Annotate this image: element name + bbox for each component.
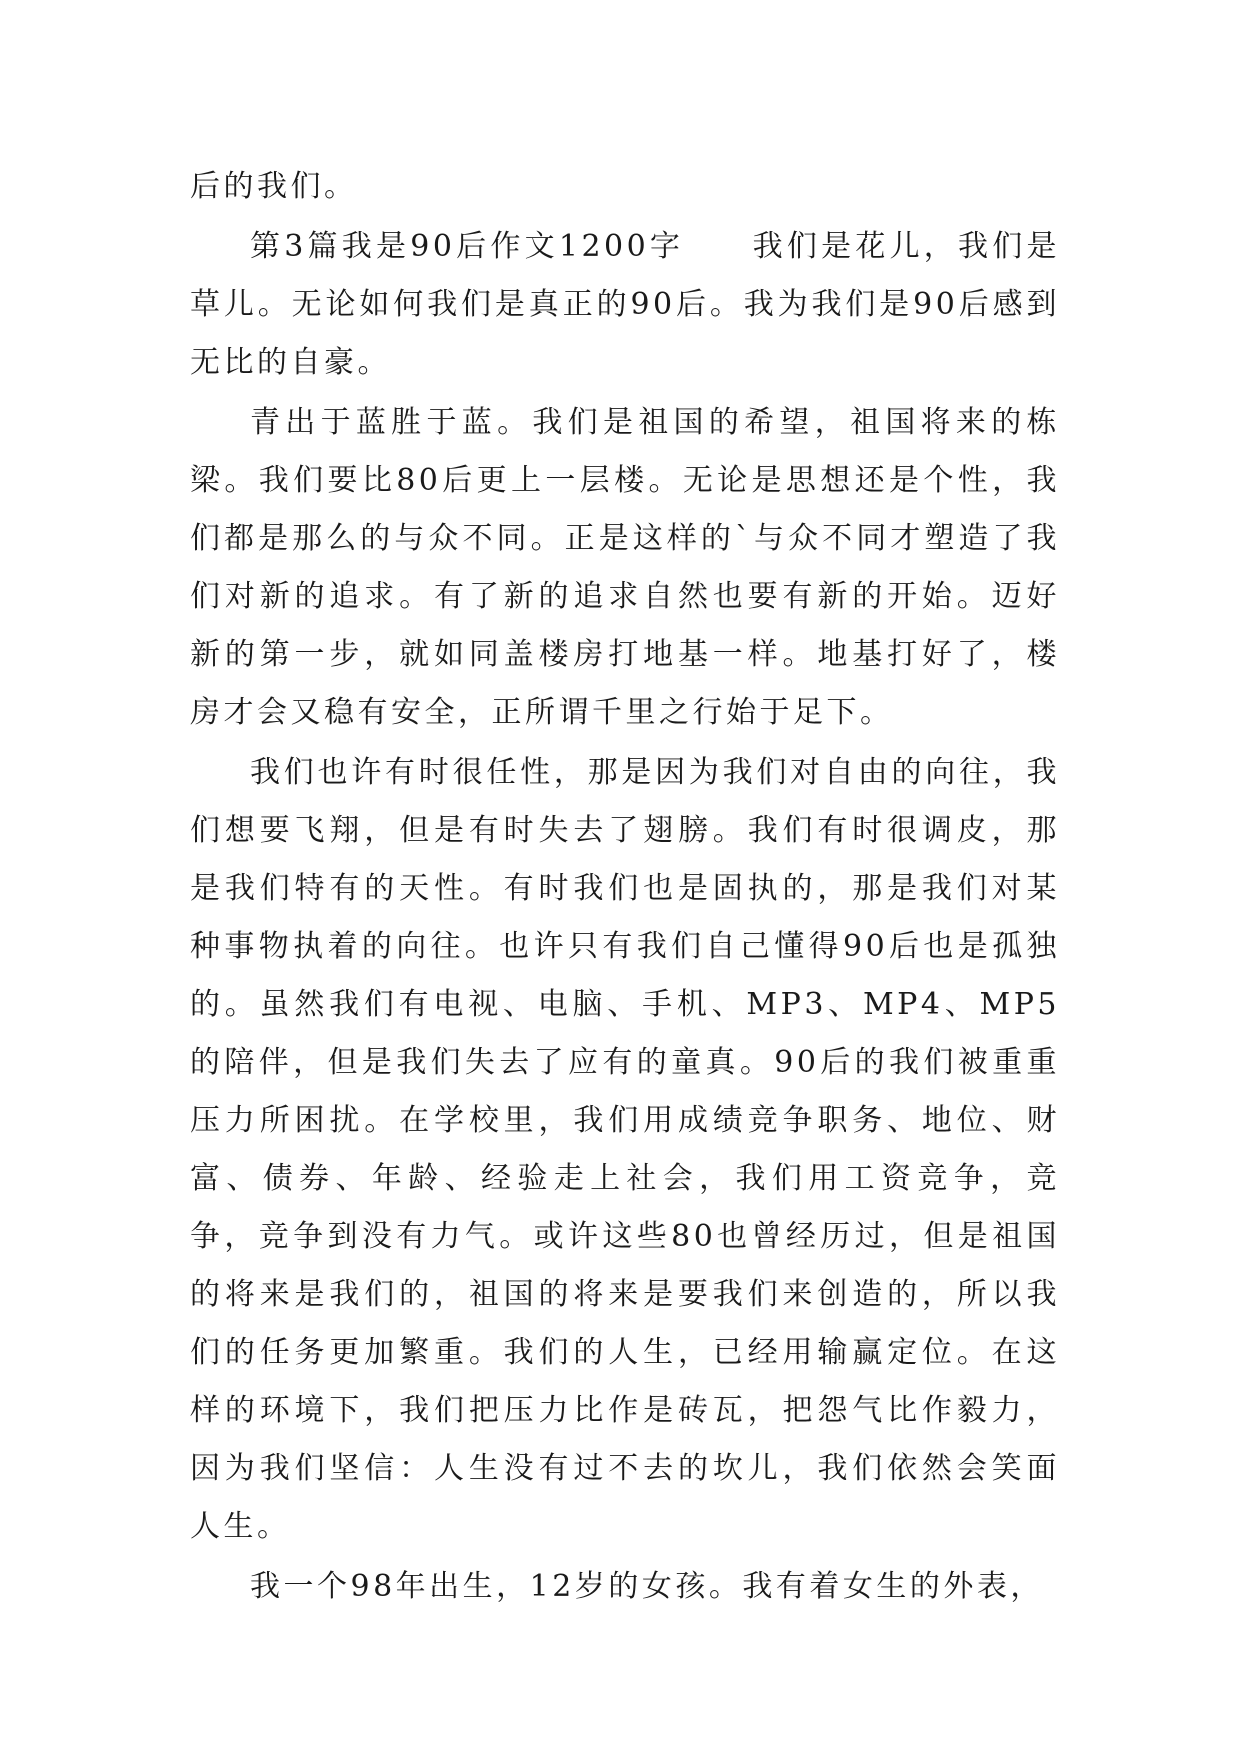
paragraph: 我们也许有时很任性，那是因为我们对自由的向往，我们想要飞翔，但是有时失去了翅膀。我们有时很调皮，那是我们特有的天性。有时我们也是固执的，那是我们对某种事物执着的向往。也许只有我们自己懂得90后也是孤独的。虽然我们有电视、电脑、手机、MP3、MP4、MP5的陪伴，但是我们失去了应有的童真。90后的我们被重重压力所困扰。在学校里，我们用成绩竞争职务、地位、财富、债券、年龄、经验走上社会，我们用工资竞争，竞争，竞争到没有力气。或许这些80也曾经历过，但是祖国的将来是我们的，祖国的将来是要我们来创造的，所以我们的任务更加繁重。我们的人生，已经用输赢定位。在这样的环境下，我们把压力比作是砖瓦，把怨气比作毅力，因为我们坚信：人生没有过不去的坎儿，我们依然会笑面人生。 (190, 755, 1060, 1544)
paragraph: 青出于蓝胜于蓝。我们是祖国的希望，祖国将来的栋梁。我们要比80后更上一层楼。无论是思想还是个性，我们都是那么的与众不同。正是这样的`与众不同才塑造了我们对新的追求。有了新的追求自然也要有新的开始。迈好新的第一步，就如同盖楼房打地基一样。地基打好了，楼房才会又稳有安全，正所谓千里之行始于足下。 (190, 405, 1060, 730)
document-body (190, 158, 1060, 1618)
paragraph-essay-title: 第3篇我是90后作文1200字 我们是花儿，我们是草儿。无论如何我们是真正的90后。我为我们是90后感到无比的自豪。 (190, 229, 1060, 380)
paragraph: 我一个98年出生，12岁的女孩。我有着女生的外表， (250, 1569, 1044, 1604)
paragraph-continuation: 后的我们。 (190, 169, 358, 204)
